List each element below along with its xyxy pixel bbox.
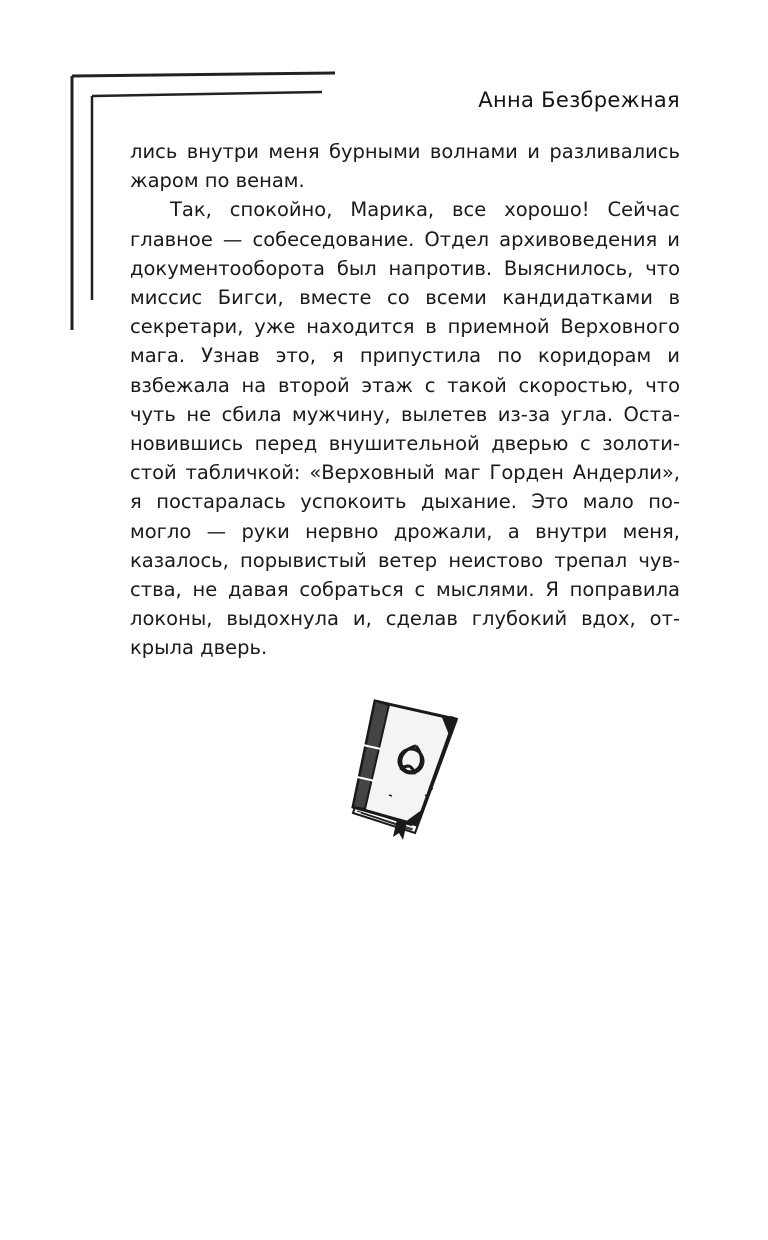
spellbook-triquetra-icon bbox=[345, 695, 463, 840]
paragraph-continued: лись внутри меня бурными волнами и разливались жаром по венам. bbox=[130, 140, 680, 193]
page-body-text bbox=[130, 137, 680, 663]
running-header-author: Анна Безбрежная bbox=[478, 88, 680, 112]
paragraph: Так, спокойно, Марика, все хорошо! Сейчас главное — собеседование. Отдел архивоведения и документооборота был напротив. Выяснилось, что миссис Бигси, вместе со всеми кандидатками в секретари, уже находится в приемной Верховного мага. Узнав это, я припустила по коридорам и взбежала на второй этаж с такой скоростью, что чуть не сбила мужчину, вылетев из-за угла. Остановившись перед внушительной дверью с золотистой табличкой: «Верховный маг Горден Андерли», я постаралась успокоить дыхание. Это мало помогло — руки нервно дрожали, а внутри меня, казалось, порывистый ветер неистово трепал чувства, не давая собраться с мыслями. Я поправила локоны, выдохнула и, сделав глубокий вдох, открыла дверь. bbox=[130, 198, 680, 660]
